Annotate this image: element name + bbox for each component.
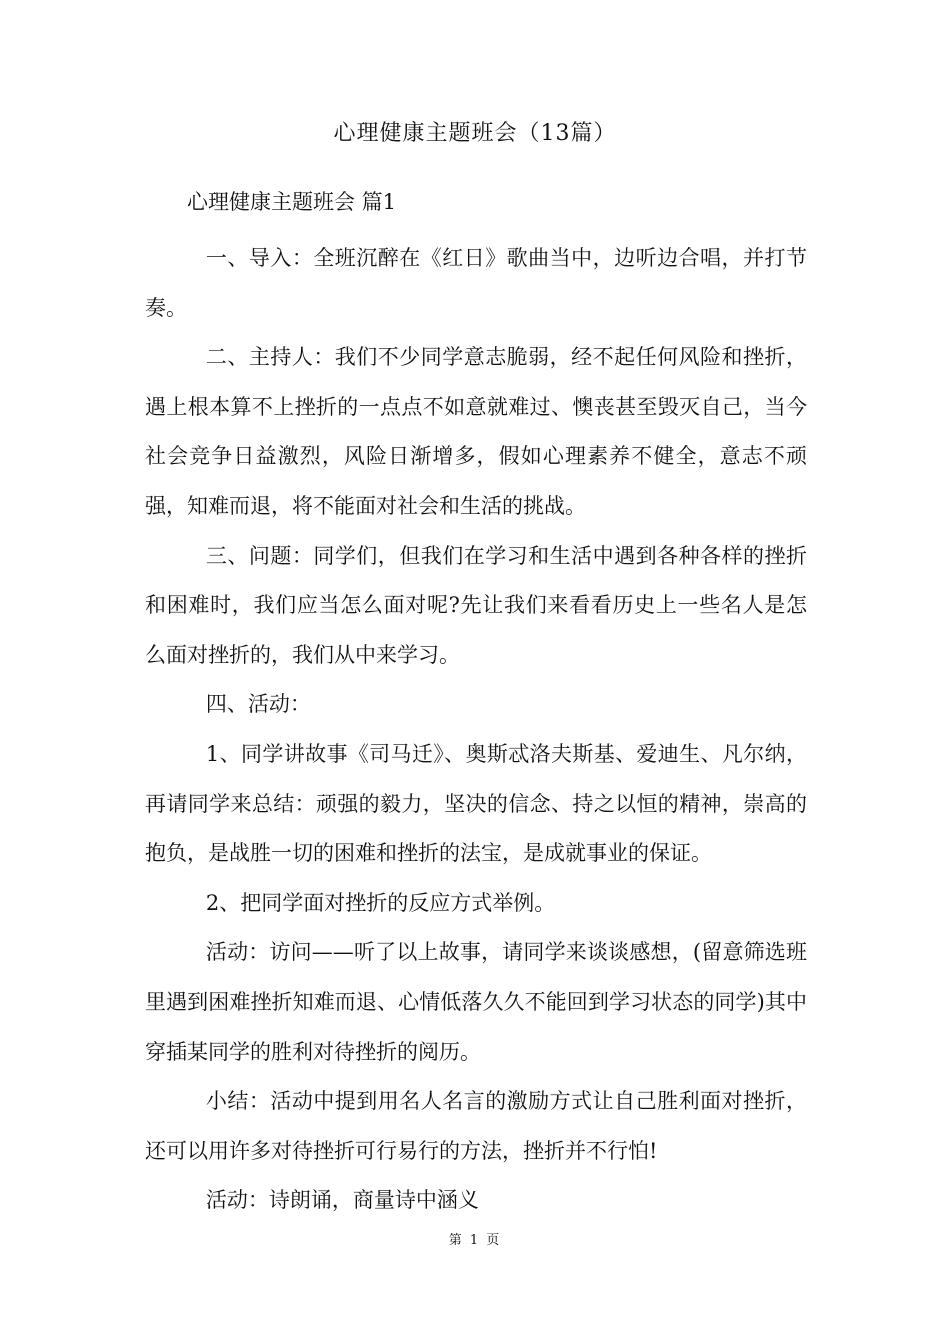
section-heading: 心理健康主题班会 篇1 bbox=[187, 190, 397, 214]
paragraph-intro: 一、导入：全班沉醉在《红日》歌曲当中，边听边合唱，并打节奏。 bbox=[145, 246, 807, 320]
paragraph-poem: 活动：诗朗诵，商量诗中涵义 bbox=[205, 1188, 479, 1213]
paragraph-activity-heading: 四、活动： bbox=[205, 692, 311, 717]
page-number: 第 1 页 bbox=[448, 1233, 502, 1248]
document-body bbox=[145, 234, 807, 1226]
document-title: 心理健康主题班会（13篇） bbox=[333, 121, 617, 146]
paragraph-question: 三、问题：同学们，但我们在学习和生活中遇到各种各样的挫折和困难时，我们应当怎么面对呢?先让我们来看看历史上一些名人是怎么面对挫折的，我们从中来学习。 bbox=[145, 543, 807, 667]
paragraph-activity-1: 1、同学讲故事《司马迁》、奥斯忒洛夫斯基、爱迪生、凡尔纳，再请同学来总结：顽强的毅力，坚决的信念、持之以恒的精神，崇高的抱负，是战胜一切的困难和挫折的法宝，是成就事业的保证。 bbox=[145, 741, 807, 866]
paragraph-host: 二、主持人：我们不少同学意志脆弱，经不起任何风险和挫折，遇上根本算不上挫折的一点点不如意就难过、懊丧甚至毁灭自己，当今社会竞争日益激烈，风险日渐增多，假如心理素养不健全，意志不顽强，知难而退，将不能面对社会和生活的挑战。 bbox=[145, 345, 807, 518]
paragraph-interview: 活动：访问——听了以上故事，请同学来谈谈感想，(留意筛选班里遇到困难挫折知难而退、心情低落久久不能回到学习状态的同学)其中穿插某同学的胜利对待挫折的阅历。 bbox=[145, 940, 807, 1064]
paragraph-summary: 小结：活动中提到用名人名言的激励方式让自己胜利面对挫折，还可以用许多对待挫折可行易行的方法，挫折并不行怕! bbox=[145, 1089, 807, 1163]
paragraph-activity-2: 2、把同学面对挫折的反应方式举例。 bbox=[205, 890, 556, 915]
